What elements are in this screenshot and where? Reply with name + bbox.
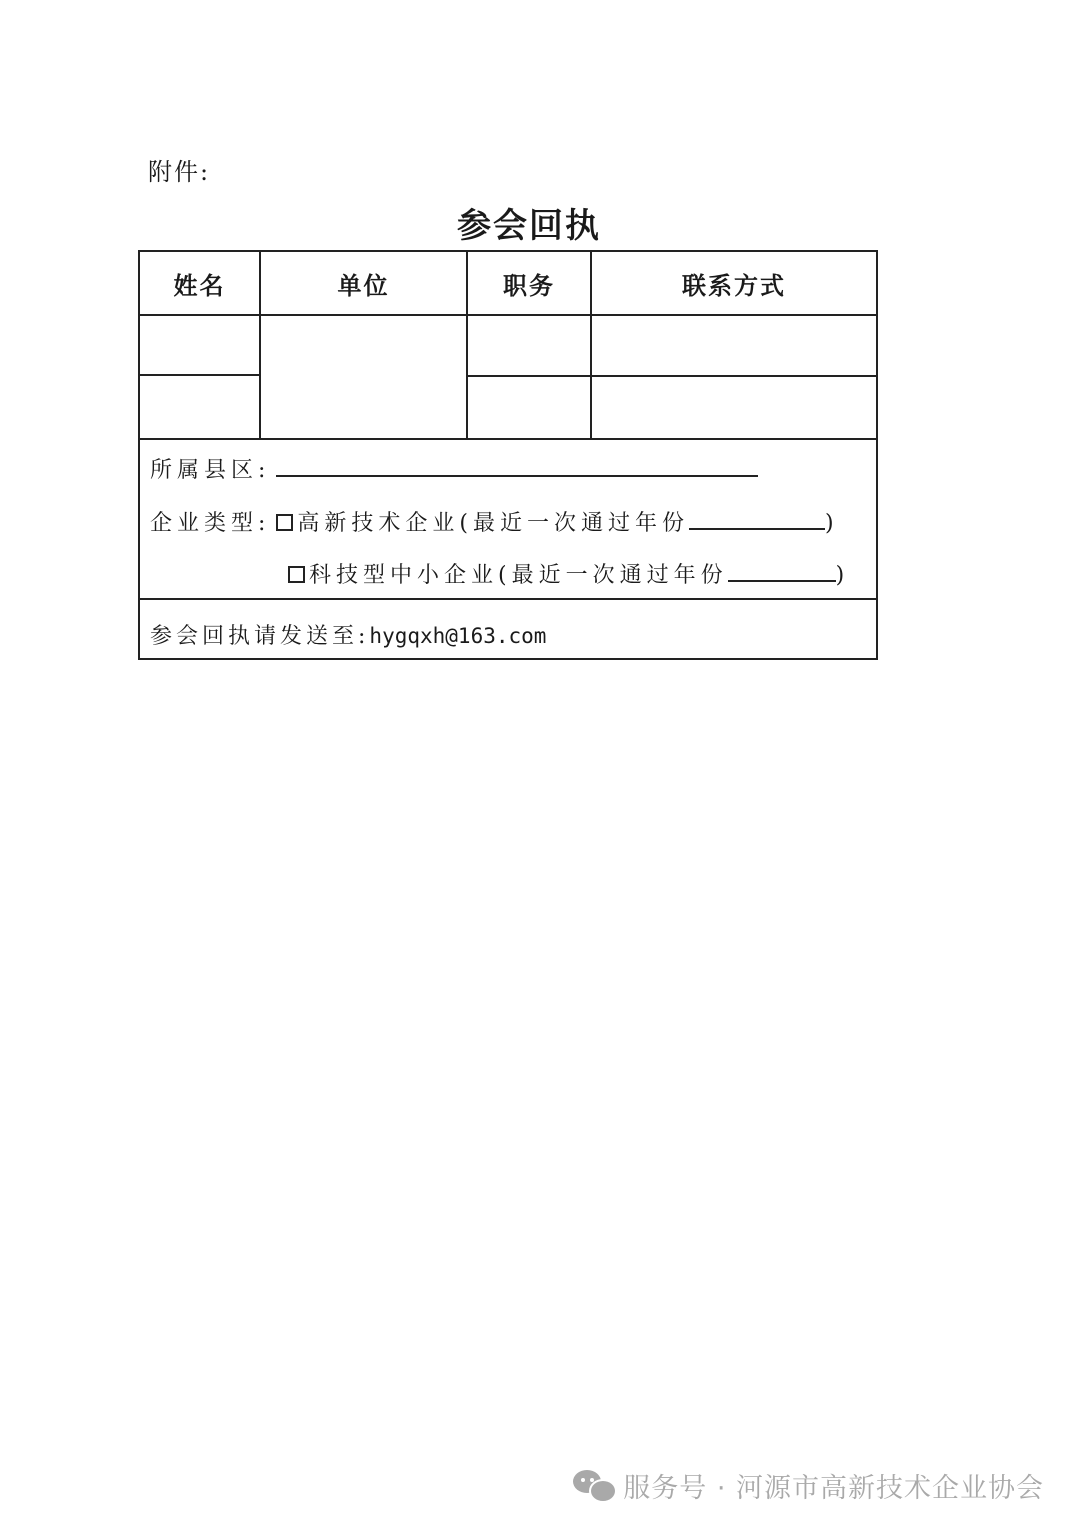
watermark-text: 服务号 · 河源市高新技术企业协会 — [623, 1473, 1044, 1504]
hitech-checkbox[interactable] — [276, 514, 293, 531]
sme-checkbox[interactable] — [288, 566, 305, 583]
wechat-eye — [590, 1478, 594, 1482]
district-row — [150, 453, 758, 484]
header-duty: 职务 — [503, 272, 555, 300]
district-label: 所属县区: — [150, 458, 271, 483]
wechat-eye — [581, 1478, 585, 1482]
hitech-close-paren: ) — [825, 511, 839, 536]
footer-divider — [140, 598, 876, 600]
header-unit: 单位 — [337, 272, 390, 300]
name-cell-1[interactable] — [140, 316, 259, 374]
name-cell-2[interactable] — [140, 376, 259, 438]
unit-cell[interactable] — [261, 316, 466, 438]
district-blank[interactable] — [276, 457, 758, 477]
header-name: 姓名 — [173, 272, 226, 300]
body-divider — [140, 438, 876, 440]
enterprise-type-row-2 — [288, 558, 849, 589]
hitech-year-blank[interactable] — [689, 510, 825, 530]
enterprise-type-row-1 — [150, 506, 839, 537]
enterprise-type-label: 企业类型: — [150, 511, 271, 536]
wechat-bubble-small — [589, 1479, 617, 1503]
duty-cell-1[interactable] — [468, 316, 590, 375]
sme-option-label: 科技型中小企业(最近一次通过年份 — [309, 563, 728, 588]
send-to-label: 参会回执请发送至: — [150, 624, 370, 649]
header-contact: 联系方式 — [682, 272, 786, 300]
email-address[interactable]: hygqxh@163.com — [369, 624, 547, 648]
form-title: 参会回执 — [457, 206, 601, 246]
wechat-icon — [573, 1468, 615, 1504]
service-account-watermark — [573, 1466, 1044, 1505]
sme-year-blank[interactable] — [728, 562, 836, 582]
sme-close-paren: ) — [835, 563, 850, 588]
duty-cell-2[interactable] — [468, 377, 590, 438]
hitech-option-label: 高新技术企业(最近一次通过年份 — [297, 511, 690, 536]
contact-cell-2[interactable] — [592, 377, 876, 438]
send-to-row — [150, 619, 546, 650]
contact-cell-1[interactable] — [592, 316, 876, 375]
reply-form-table — [138, 250, 878, 660]
attachment-label: 附件: — [148, 158, 211, 186]
